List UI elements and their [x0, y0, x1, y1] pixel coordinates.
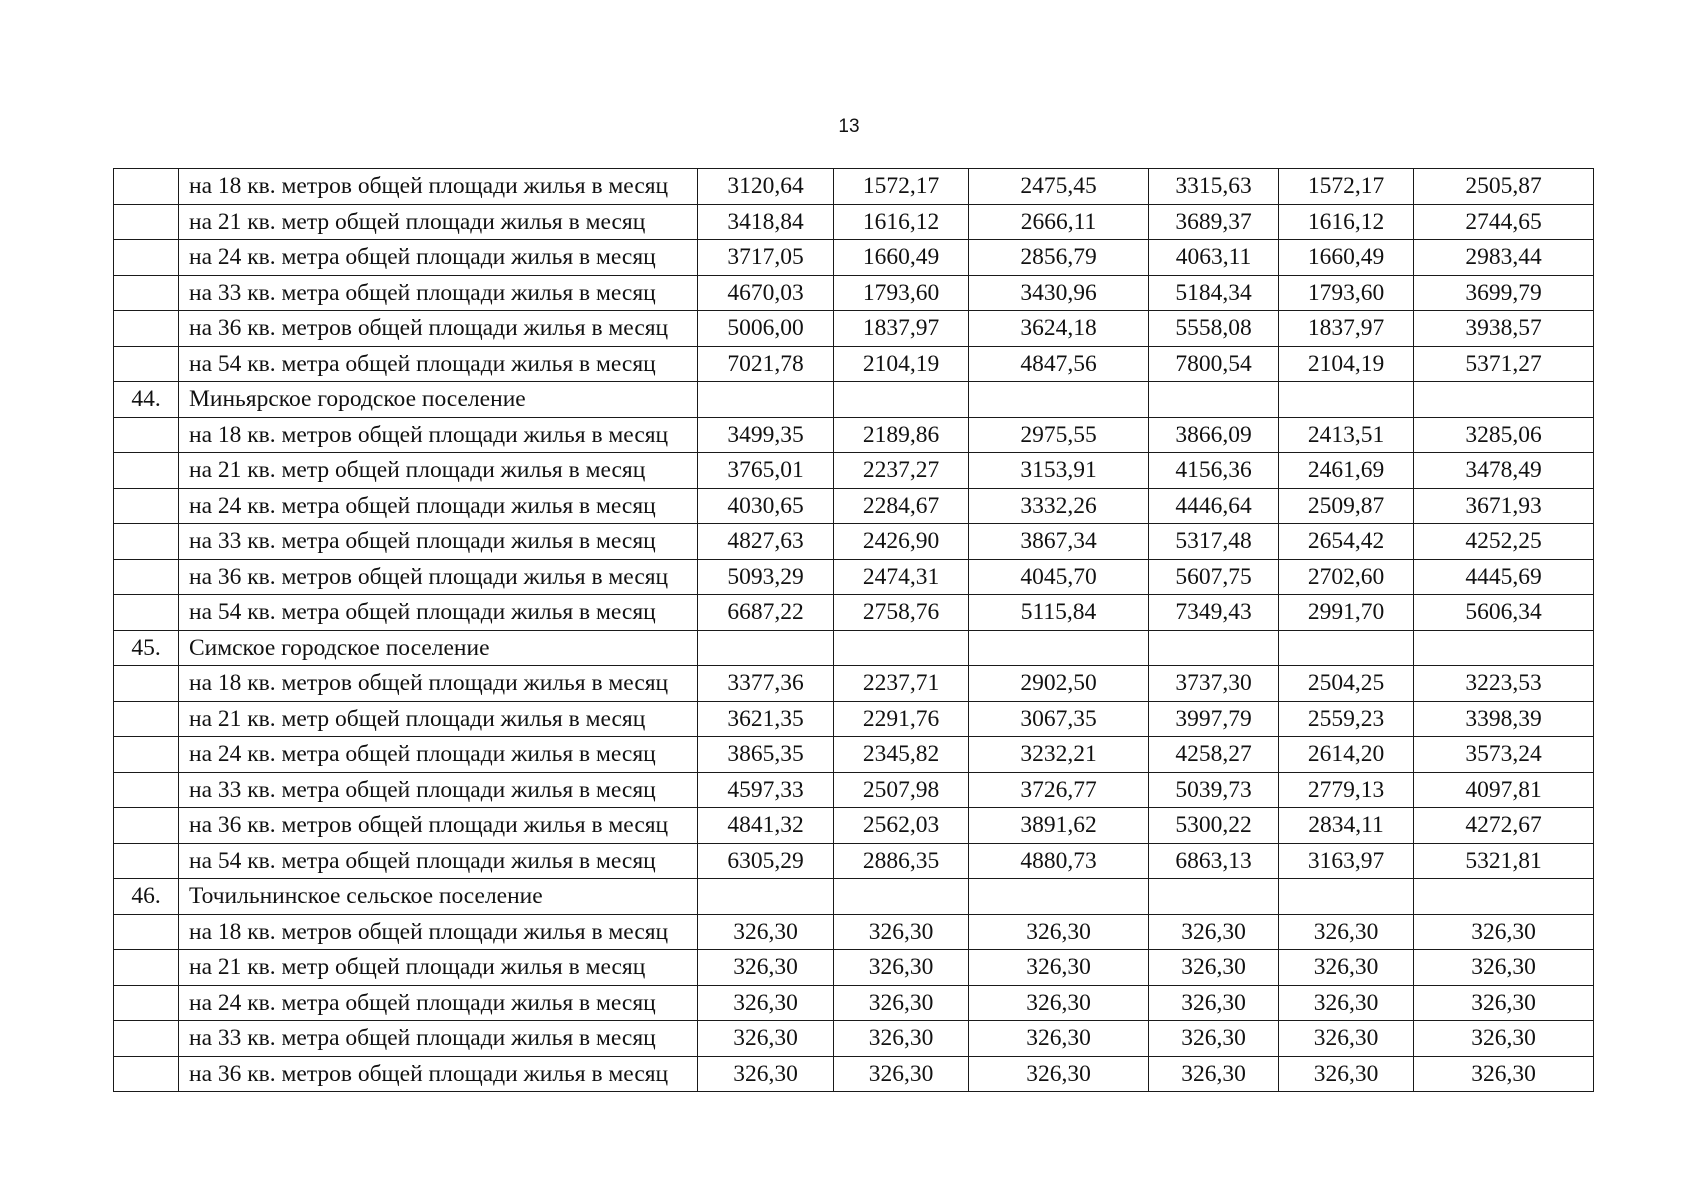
norm-description-cell: на 33 кв. метра общей площади жилья в месяц	[179, 772, 698, 808]
norm-description-cell: на 18 кв. метров общей площади жилья в месяц	[179, 169, 698, 205]
value-cell: 326,30	[969, 1021, 1149, 1057]
value-cell	[698, 382, 834, 418]
value-cell: 2856,79	[969, 240, 1149, 276]
value-cell: 326,30	[698, 1056, 834, 1092]
value-cell: 1793,60	[1279, 275, 1414, 311]
table-row	[114, 559, 1594, 595]
value-cell: 4841,32	[698, 808, 834, 844]
value-cell: 2237,27	[834, 453, 969, 489]
value-cell: 3223,53	[1414, 666, 1594, 702]
value-cell: 3938,57	[1414, 311, 1594, 347]
norm-description-cell: на 33 кв. метра общей площади жилья в месяц	[179, 275, 698, 311]
row-number-cell	[114, 1021, 179, 1057]
value-cell: 326,30	[834, 985, 969, 1021]
value-cell: 326,30	[1279, 985, 1414, 1021]
value-cell: 326,30	[698, 914, 834, 950]
value-cell: 4063,11	[1149, 240, 1279, 276]
value-cell: 2461,69	[1279, 453, 1414, 489]
row-number-cell	[114, 204, 179, 240]
value-cell: 3726,77	[969, 772, 1149, 808]
value-cell: 3891,62	[969, 808, 1149, 844]
table-row	[114, 417, 1594, 453]
value-cell	[698, 630, 834, 666]
value-cell: 326,30	[698, 950, 834, 986]
value-cell	[1414, 382, 1594, 418]
row-number-cell	[114, 559, 179, 595]
norm-description-cell: на 21 кв. метр общей площади жилья в месяц	[179, 701, 698, 737]
value-cell: 5039,73	[1149, 772, 1279, 808]
row-number-cell	[114, 772, 179, 808]
value-cell: 326,30	[969, 914, 1149, 950]
value-cell: 3377,36	[698, 666, 834, 702]
value-cell: 2504,25	[1279, 666, 1414, 702]
value-cell	[1149, 879, 1279, 915]
value-cell: 2975,55	[969, 417, 1149, 453]
table-row	[114, 1056, 1594, 1092]
table-row	[114, 346, 1594, 382]
value-cell: 5184,34	[1149, 275, 1279, 311]
value-cell: 7021,78	[698, 346, 834, 382]
row-number-cell	[114, 346, 179, 382]
value-cell: 2886,35	[834, 843, 969, 879]
row-number-cell	[114, 808, 179, 844]
value-cell: 326,30	[1149, 985, 1279, 1021]
value-cell: 3699,79	[1414, 275, 1594, 311]
value-cell	[969, 879, 1149, 915]
norm-description-cell: на 24 кв. метра общей площади жилья в месяц	[179, 488, 698, 524]
value-cell: 326,30	[834, 950, 969, 986]
table-row	[114, 204, 1594, 240]
table-row	[114, 169, 1594, 205]
table-row	[114, 950, 1594, 986]
value-cell: 5006,00	[698, 311, 834, 347]
value-cell: 2666,11	[969, 204, 1149, 240]
value-cell: 3866,09	[1149, 417, 1279, 453]
value-cell: 1837,97	[1279, 311, 1414, 347]
value-cell: 2474,31	[834, 559, 969, 595]
value-cell: 3285,06	[1414, 417, 1594, 453]
value-cell: 3573,24	[1414, 737, 1594, 773]
row-number-cell	[114, 240, 179, 276]
value-cell: 3163,97	[1279, 843, 1414, 879]
row-number-cell	[114, 914, 179, 950]
value-cell: 3624,18	[969, 311, 1149, 347]
value-cell: 2834,11	[1279, 808, 1414, 844]
value-cell: 326,30	[1279, 914, 1414, 950]
value-cell: 3418,84	[698, 204, 834, 240]
value-cell: 3867,34	[969, 524, 1149, 560]
value-cell: 326,30	[1279, 950, 1414, 986]
value-cell: 4597,33	[698, 772, 834, 808]
value-cell: 2702,60	[1279, 559, 1414, 595]
value-cell: 3671,93	[1414, 488, 1594, 524]
value-cell: 3315,63	[1149, 169, 1279, 205]
value-cell: 4097,81	[1414, 772, 1594, 808]
value-cell: 6863,13	[1149, 843, 1279, 879]
value-cell: 3430,96	[969, 275, 1149, 311]
settlement-name-cell: Точильнинское сельское поселение	[179, 879, 698, 915]
value-cell: 1793,60	[834, 275, 969, 311]
value-cell: 5558,08	[1149, 311, 1279, 347]
row-number-cell	[114, 595, 179, 631]
norm-description-cell: на 24 кв. метра общей площади жилья в месяц	[179, 240, 698, 276]
value-cell: 326,30	[969, 950, 1149, 986]
value-cell: 3478,49	[1414, 453, 1594, 489]
table-row	[114, 1021, 1594, 1057]
norm-description-cell: на 36 кв. метров общей площади жилья в месяц	[179, 1056, 698, 1092]
value-cell: 4272,67	[1414, 808, 1594, 844]
value-cell: 326,30	[1414, 950, 1594, 986]
table-row	[114, 240, 1594, 276]
value-cell: 326,30	[698, 1021, 834, 1057]
value-cell: 4445,69	[1414, 559, 1594, 595]
value-cell: 2104,19	[1279, 346, 1414, 382]
value-cell: 3232,21	[969, 737, 1149, 773]
row-number-cell	[114, 169, 179, 205]
value-cell: 1660,49	[834, 240, 969, 276]
value-cell: 1616,12	[834, 204, 969, 240]
row-number-cell	[114, 311, 179, 347]
table-row	[114, 275, 1594, 311]
value-cell: 5321,81	[1414, 843, 1594, 879]
norm-description-cell: на 24 кв. метра общей площади жилья в месяц	[179, 737, 698, 773]
value-cell: 2779,13	[1279, 772, 1414, 808]
norm-description-cell: на 33 кв. метра общей площади жилья в месяц	[179, 524, 698, 560]
value-cell: 2902,50	[969, 666, 1149, 702]
row-number-cell: 45.	[114, 630, 179, 666]
value-cell: 2505,87	[1414, 169, 1594, 205]
row-number-cell	[114, 488, 179, 524]
value-cell: 5606,34	[1414, 595, 1594, 631]
settlement-name-cell: Симское городское поселение	[179, 630, 698, 666]
value-cell	[834, 382, 969, 418]
value-cell: 4847,56	[969, 346, 1149, 382]
value-cell	[1149, 630, 1279, 666]
value-cell: 326,30	[969, 985, 1149, 1021]
value-cell: 3997,79	[1149, 701, 1279, 737]
value-cell: 2345,82	[834, 737, 969, 773]
value-cell: 326,30	[1414, 985, 1594, 1021]
table-section-row	[114, 879, 1594, 915]
value-cell: 2562,03	[834, 808, 969, 844]
value-cell: 4446,64	[1149, 488, 1279, 524]
value-cell: 4670,03	[698, 275, 834, 311]
value-cell: 5093,29	[698, 559, 834, 595]
value-cell: 326,30	[1149, 950, 1279, 986]
table-row	[114, 524, 1594, 560]
value-cell: 2237,71	[834, 666, 969, 702]
value-cell: 4045,70	[969, 559, 1149, 595]
value-cell: 4258,27	[1149, 737, 1279, 773]
value-cell: 3398,39	[1414, 701, 1594, 737]
value-cell: 4030,65	[698, 488, 834, 524]
value-cell: 5115,84	[969, 595, 1149, 631]
row-number-cell	[114, 843, 179, 879]
value-cell: 3153,91	[969, 453, 1149, 489]
value-cell: 7349,43	[1149, 595, 1279, 631]
norm-description-cell: на 54 кв. метра общей площади жилья в месяц	[179, 346, 698, 382]
value-cell: 326,30	[969, 1056, 1149, 1092]
rates-table	[113, 168, 1594, 1092]
value-cell: 2744,65	[1414, 204, 1594, 240]
value-cell: 326,30	[834, 914, 969, 950]
value-cell: 326,30	[1414, 914, 1594, 950]
value-cell: 1572,17	[834, 169, 969, 205]
value-cell: 2509,87	[1279, 488, 1414, 524]
value-cell: 2189,86	[834, 417, 969, 453]
value-cell	[969, 382, 1149, 418]
value-cell: 2654,42	[1279, 524, 1414, 560]
value-cell: 5607,75	[1149, 559, 1279, 595]
row-number-cell	[114, 701, 179, 737]
row-number-cell	[114, 666, 179, 702]
value-cell: 3621,35	[698, 701, 834, 737]
norm-description-cell: на 18 кв. метров общей площади жилья в месяц	[179, 666, 698, 702]
value-cell: 2413,51	[1279, 417, 1414, 453]
table-row	[114, 666, 1594, 702]
value-cell: 2104,19	[834, 346, 969, 382]
value-cell	[834, 879, 969, 915]
norm-description-cell: на 21 кв. метр общей площади жилья в месяц	[179, 950, 698, 986]
table-row	[114, 985, 1594, 1021]
value-cell: 3737,30	[1149, 666, 1279, 702]
value-cell: 326,30	[1414, 1056, 1594, 1092]
value-cell: 3067,35	[969, 701, 1149, 737]
table-row	[114, 595, 1594, 631]
rates-table-body	[114, 169, 1594, 1092]
row-number-cell	[114, 737, 179, 773]
value-cell: 4827,63	[698, 524, 834, 560]
value-cell: 5300,22	[1149, 808, 1279, 844]
value-cell	[969, 630, 1149, 666]
value-cell: 3765,01	[698, 453, 834, 489]
value-cell	[1149, 382, 1279, 418]
value-cell: 2426,90	[834, 524, 969, 560]
norm-description-cell: на 36 кв. метров общей площади жилья в месяц	[179, 808, 698, 844]
table-row	[114, 701, 1594, 737]
value-cell	[834, 630, 969, 666]
table-section-row	[114, 630, 1594, 666]
value-cell: 3120,64	[698, 169, 834, 205]
value-cell	[1414, 879, 1594, 915]
value-cell: 326,30	[1149, 1021, 1279, 1057]
value-cell: 2559,23	[1279, 701, 1414, 737]
value-cell: 326,30	[698, 985, 834, 1021]
value-cell: 3499,35	[698, 417, 834, 453]
table-row	[114, 808, 1594, 844]
norm-description-cell: на 36 кв. метров общей площади жилья в месяц	[179, 559, 698, 595]
value-cell	[1279, 630, 1414, 666]
value-cell: 3332,26	[969, 488, 1149, 524]
table-row	[114, 772, 1594, 808]
value-cell: 4252,25	[1414, 524, 1594, 560]
value-cell: 2291,76	[834, 701, 969, 737]
value-cell: 1572,17	[1279, 169, 1414, 205]
value-cell: 326,30	[1414, 1021, 1594, 1057]
norm-description-cell: на 18 кв. метров общей площади жилья в месяц	[179, 417, 698, 453]
value-cell: 3689,37	[1149, 204, 1279, 240]
norm-description-cell: на 54 кв. метра общей площади жилья в месяц	[179, 595, 698, 631]
norm-description-cell: на 33 кв. метра общей площади жилья в месяц	[179, 1021, 698, 1057]
value-cell: 326,30	[834, 1056, 969, 1092]
value-cell: 6687,22	[698, 595, 834, 631]
norm-description-cell: на 54 кв. метра общей площади жилья в месяц	[179, 843, 698, 879]
value-cell: 2284,67	[834, 488, 969, 524]
table-row	[114, 488, 1594, 524]
table-row	[114, 453, 1594, 489]
row-number-cell: 44.	[114, 382, 179, 418]
value-cell: 326,30	[1149, 1056, 1279, 1092]
value-cell: 2507,98	[834, 772, 969, 808]
value-cell: 2983,44	[1414, 240, 1594, 276]
value-cell: 2614,20	[1279, 737, 1414, 773]
norm-description-cell: на 36 кв. метров общей площади жилья в месяц	[179, 311, 698, 347]
value-cell: 7800,54	[1149, 346, 1279, 382]
value-cell: 3865,35	[698, 737, 834, 773]
value-cell: 2758,76	[834, 595, 969, 631]
norm-description-cell: на 21 кв. метр общей площади жилья в месяц	[179, 204, 698, 240]
value-cell: 1837,97	[834, 311, 969, 347]
value-cell: 326,30	[834, 1021, 969, 1057]
value-cell: 1660,49	[1279, 240, 1414, 276]
value-cell: 4156,36	[1149, 453, 1279, 489]
value-cell	[1414, 630, 1594, 666]
row-number-cell	[114, 453, 179, 489]
row-number-cell	[114, 417, 179, 453]
table-section-row	[114, 382, 1594, 418]
norm-description-cell: на 24 кв. метра общей площади жилья в месяц	[179, 985, 698, 1021]
value-cell	[1279, 382, 1414, 418]
table-row	[114, 914, 1594, 950]
value-cell: 4880,73	[969, 843, 1149, 879]
value-cell	[698, 879, 834, 915]
value-cell: 2475,45	[969, 169, 1149, 205]
row-number-cell	[114, 275, 179, 311]
value-cell: 326,30	[1149, 914, 1279, 950]
row-number-cell	[114, 985, 179, 1021]
table-row	[114, 843, 1594, 879]
row-number-cell	[114, 524, 179, 560]
value-cell: 1616,12	[1279, 204, 1414, 240]
value-cell: 3717,05	[698, 240, 834, 276]
value-cell: 6305,29	[698, 843, 834, 879]
table-row	[114, 311, 1594, 347]
page-number: 13	[838, 116, 860, 137]
value-cell	[1279, 879, 1414, 915]
row-number-cell	[114, 950, 179, 986]
settlement-name-cell: Миньярское городское поселение	[179, 382, 698, 418]
value-cell: 2991,70	[1279, 595, 1414, 631]
value-cell: 5317,48	[1149, 524, 1279, 560]
row-number-cell: 46.	[114, 879, 179, 915]
value-cell: 5371,27	[1414, 346, 1594, 382]
row-number-cell	[114, 1056, 179, 1092]
norm-description-cell: на 21 кв. метр общей площади жилья в месяц	[179, 453, 698, 489]
value-cell: 326,30	[1279, 1056, 1414, 1092]
table-row	[114, 737, 1594, 773]
value-cell: 326,30	[1279, 1021, 1414, 1057]
norm-description-cell: на 18 кв. метров общей площади жилья в месяц	[179, 914, 698, 950]
